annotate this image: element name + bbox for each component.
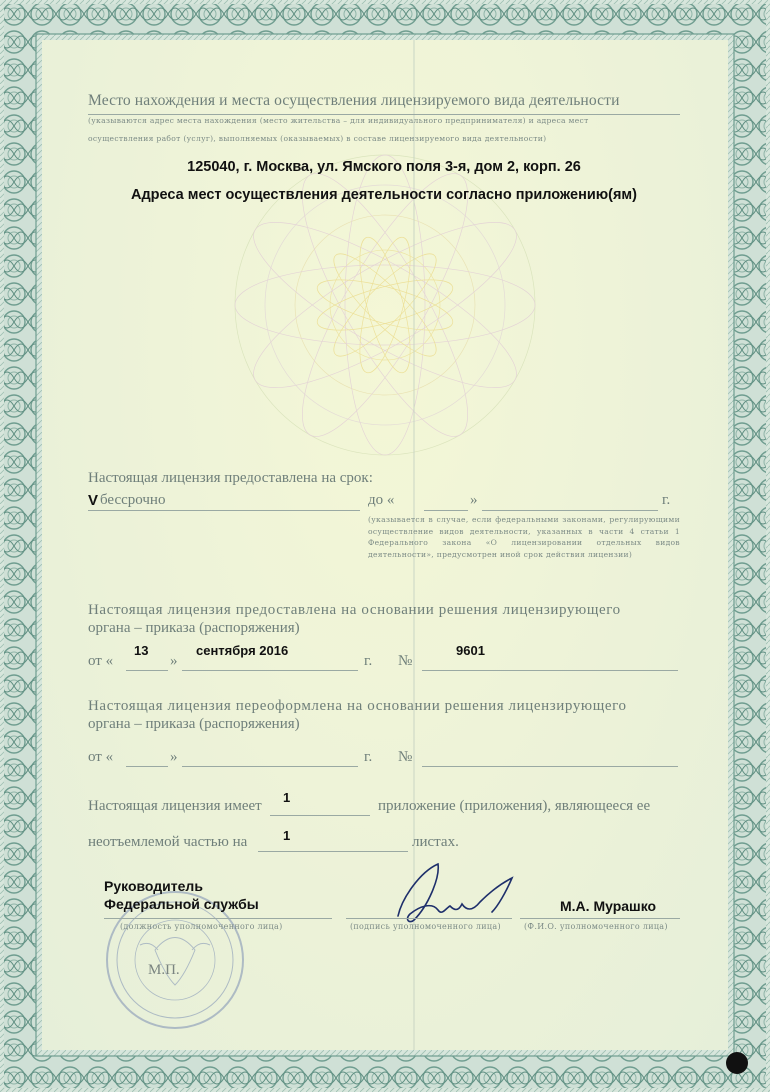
- addresses-note: Адреса мест осуществления деятельности согласно приложению(ям): [131, 187, 637, 203]
- term-checkmark: V: [88, 492, 99, 509]
- reissue-year-suffix: г.: [364, 749, 373, 765]
- signature-caption: (подпись уполномоченного лица): [350, 922, 501, 931]
- signer-name: М.А. Мурашко: [560, 898, 657, 914]
- grant-order-number: 9601: [456, 643, 485, 658]
- term-label: Настоящая лицензия предоставлена на срок:: [88, 470, 373, 486]
- appendix-line2-suffix: листах.: [412, 834, 459, 850]
- seal-label: М.П.: [148, 962, 180, 978]
- reissue-quote-close: »: [170, 749, 178, 765]
- term-unlimited: бессрочно: [100, 492, 166, 508]
- location-note-line1: (указываются адрес места нахождения (место жительства – для индивидуального предпринимателя) и адреса мест: [88, 116, 589, 125]
- term-until-prefix: до «: [368, 492, 395, 508]
- reissue-from-prefix: от «: [88, 749, 114, 765]
- location-note-line2: осуществления работ (услуг), выполняемых (оказываемых) в составе лицензируемого вида деятельности): [88, 134, 547, 143]
- grant-quote-close: »: [170, 653, 178, 669]
- position-line1: Руководитель: [104, 878, 203, 894]
- appendix-sheets: 1: [283, 828, 291, 843]
- appendix-count: 1: [283, 790, 291, 805]
- appendix-line1-prefix: Настоящая лицензия имеет: [88, 798, 262, 814]
- position-line2: Федеральной службы: [104, 896, 259, 912]
- grant-month-year: сентября 2016: [196, 643, 289, 658]
- term-until-quote-close: »: [470, 492, 478, 508]
- handwritten-signature: [380, 858, 530, 930]
- license-address: 125040, г. Москва, ул. Ямского поля 3-я, дом 2, корп. 26: [187, 159, 581, 175]
- grant-day: 13: [134, 643, 149, 658]
- appendix-line1-suffix: приложение (приложения), являющееся ее: [378, 798, 651, 814]
- appendix-line2-prefix: неотъемлемой частью на: [88, 834, 248, 850]
- grant-number-sign: №: [398, 653, 413, 669]
- position-caption: (должность уполномоченного лица): [120, 922, 283, 931]
- term-note: (указывается в случае, если федеральными законами, регулирующими осуществление видов деятельности, указанных в части 4 статьи 1 Федерального закона «О лицензировании отдельных видов деятельности», предусмотрен иной срок действия лицензии): [368, 515, 680, 559]
- grant-line2: органа – приказа (распоряжения): [88, 620, 300, 636]
- reissue-line1: Настоящая лицензия переоформлена на основании решения лицензирующего: [88, 698, 627, 714]
- name-caption: (Ф.И.О. уполномоченного лица): [524, 922, 668, 931]
- grant-from-prefix: от «: [88, 653, 114, 669]
- punch-hole: [726, 1052, 748, 1074]
- location-heading: Место нахождения и места осуществления лицензируемого вида деятельности: [88, 92, 620, 109]
- reissue-line2: органа – приказа (распоряжения): [88, 716, 300, 732]
- grant-year-suffix: г.: [364, 653, 373, 669]
- grant-line1: Настоящая лицензия предоставлена на основании решения лицензирующего: [88, 602, 621, 618]
- term-year-suffix: г.: [662, 492, 671, 508]
- reissue-number-sign: №: [398, 749, 413, 765]
